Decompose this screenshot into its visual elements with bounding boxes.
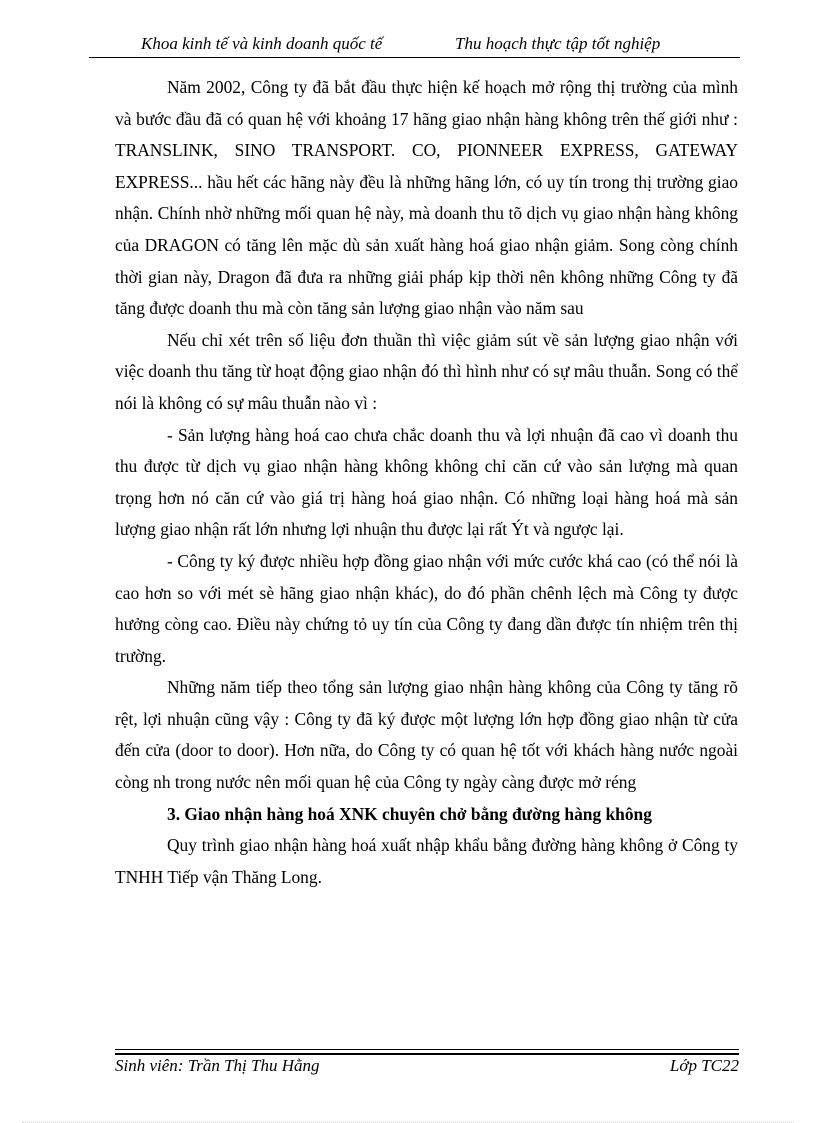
page-header	[89, 34, 740, 58]
page-footer	[115, 1056, 739, 1080]
footer-divider-thin	[115, 1049, 739, 1050]
paragraph-bullet-contracts: - Công ty ký được nhiều hợp đồng giao nhận với mức cước khá cao (có thể nói là cao hơn so với mét sè hãng giao nhận khác), do đó phần chênh lệch mà Công ty được hưởng còng cao. Điều này chứng tỏ uy tín của Công ty đang dần được tín nhiệm trên thị trường.	[115, 550, 738, 666]
paragraph-procedure-intro: Quy trình giao nhận hàng hoá xuất nhập khẩu bằng đường hàng không ở Công ty TNHH Tiếp vận Thăng Long.	[115, 835, 738, 887]
header-divider	[89, 57, 740, 58]
footer-student-name: Sinh viên: Trần Thị Thu Hằng	[115, 1056, 320, 1075]
paragraph-expansion-2002: Năm 2002, Công ty đã bắt đầu thực hiện kế hoạch mở rộng thị trường của mình và bước đầu đã có quan hệ với khoảng 17 hãng giao nhận hàng không trên thế giới như : TRANSLINK, SINO TRANSPORT. CO, PIONNEER EXPRESS, GATEWAY EXPRESS... hầu hết các hãng này đều là những hãng lớn, có uy tín trong thị trường giao nhận. Chính nhờ những mối quan hệ này, mà doanh thu tõ dịch vụ giao nhận hàng không của DRAGON có tăng lên mặc dù sản xuất hàng hoá giao nhận giảm. Song còng chính thời gian này, Dragon đã đưa ra những giải pháp kịp thời nên không những Công ty đã tăng được doanh thu mà còn tăng sản lượng giao nhận vào năm sau	[115, 77, 738, 319]
document-body	[115, 72, 738, 893]
paragraph-contradiction: Nếu chỉ xét trên số liệu đơn thuần thì việc giảm sút về sản lượng giao nhận với việc doanh thu tăng từ hoạt động giao nhận đó thì hình như có sự mâu thuẫn. Song có thể nói là không có sự mâu thuẫn nào vì :	[115, 329, 738, 413]
footer-divider-thick	[115, 1053, 739, 1055]
footer-class: Lớp TC22	[669, 1056, 739, 1075]
header-faculty: Khoa kinh tế và kinh doanh quốc tế	[141, 34, 383, 53]
header-report-title: Thu hoạch thực tập tốt nghiệp	[455, 34, 661, 53]
section-heading: 3. Giao nhận hàng hoá XNK chuyên chở bằng đường hàng không	[167, 803, 652, 824]
paragraph-following-years: Những năm tiếp theo tổng sản lượng giao nhận hàng không của Công ty tăng rõ rệt, lợi nhuận cũng vậy : Công ty đã ký được một lượng lớn hợp đồng giao nhận từ cửa đến cửa (door to door). Hơn nữa, do Công ty có quan hệ tốt với khách hàng nước ngoài còng nh trong nước nên mối quan hệ của Công ty ngày càng được mở réng	[115, 677, 738, 793]
paragraph-bullet-volume: - Sản lượng hàng hoá cao chưa chắc doanh thu và lợi nhuận đã cao vì doanh thu thu được từ dịch vụ giao nhận hàng không không chỉ căn cứ vào sản lượng mà quan trọng hơn nó căn cứ vào giá trị hàng hoá giao nhận. Có những loại hàng hoá mà sản lượng giao nhận rất lớn nhưng lợi nhuận thu được lại rất Ýt và ngược lại.	[115, 424, 738, 540]
